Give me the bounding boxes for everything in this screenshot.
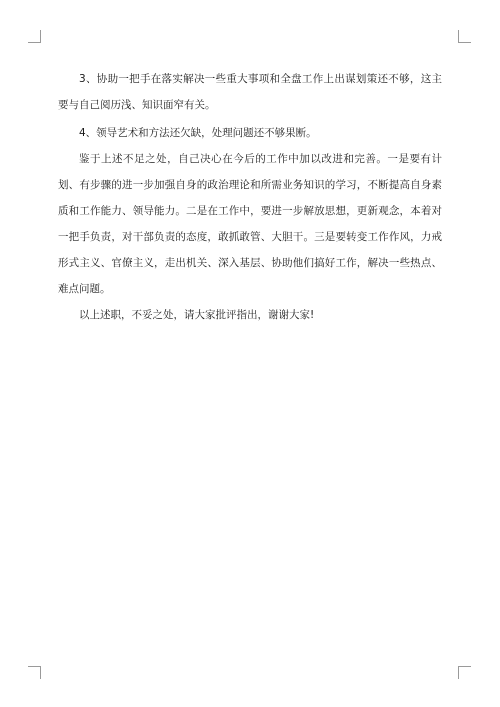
paragraph-point-4: 4、领导艺术和方法还欠缺，处理问题还不够果断。: [79, 127, 317, 139]
document-body: [58, 66, 442, 328]
paragraph-closing: 以上述职，不妥之处，请大家批评指出，谢谢大家!: [79, 309, 315, 321]
paragraph-improvement-plan: 鉴于上述不足之处，自己决心在今后的工作中加以改进和完善。一是要有计划、有步骤的进一步加强自身的政治理论和所需业务知识的学习，不断提高自身素质和工作能力、领导能力。二是在工作中，要进一步解放思想，更新观念，本着对一把手负责，对干部负责的态度，敢抓敢管、大胆干。三是要转变工作作风，力戒形式主义、官僚主义，走出机关、深入基层、协助他们搞好工作，解决一些热点、难点问题。: [58, 153, 442, 295]
paragraph-point-3: 3、协助一把手在落实解决一些重大事项和全盘工作上出谋划策还不够，这主要与自己阅历浅、知识面窄有关。: [58, 73, 442, 111]
crop-mark-bottom-left: [28, 666, 41, 679]
crop-mark-top-left: [28, 30, 41, 43]
crop-mark-bottom-right: [458, 666, 471, 679]
crop-mark-top-right: [458, 30, 471, 43]
